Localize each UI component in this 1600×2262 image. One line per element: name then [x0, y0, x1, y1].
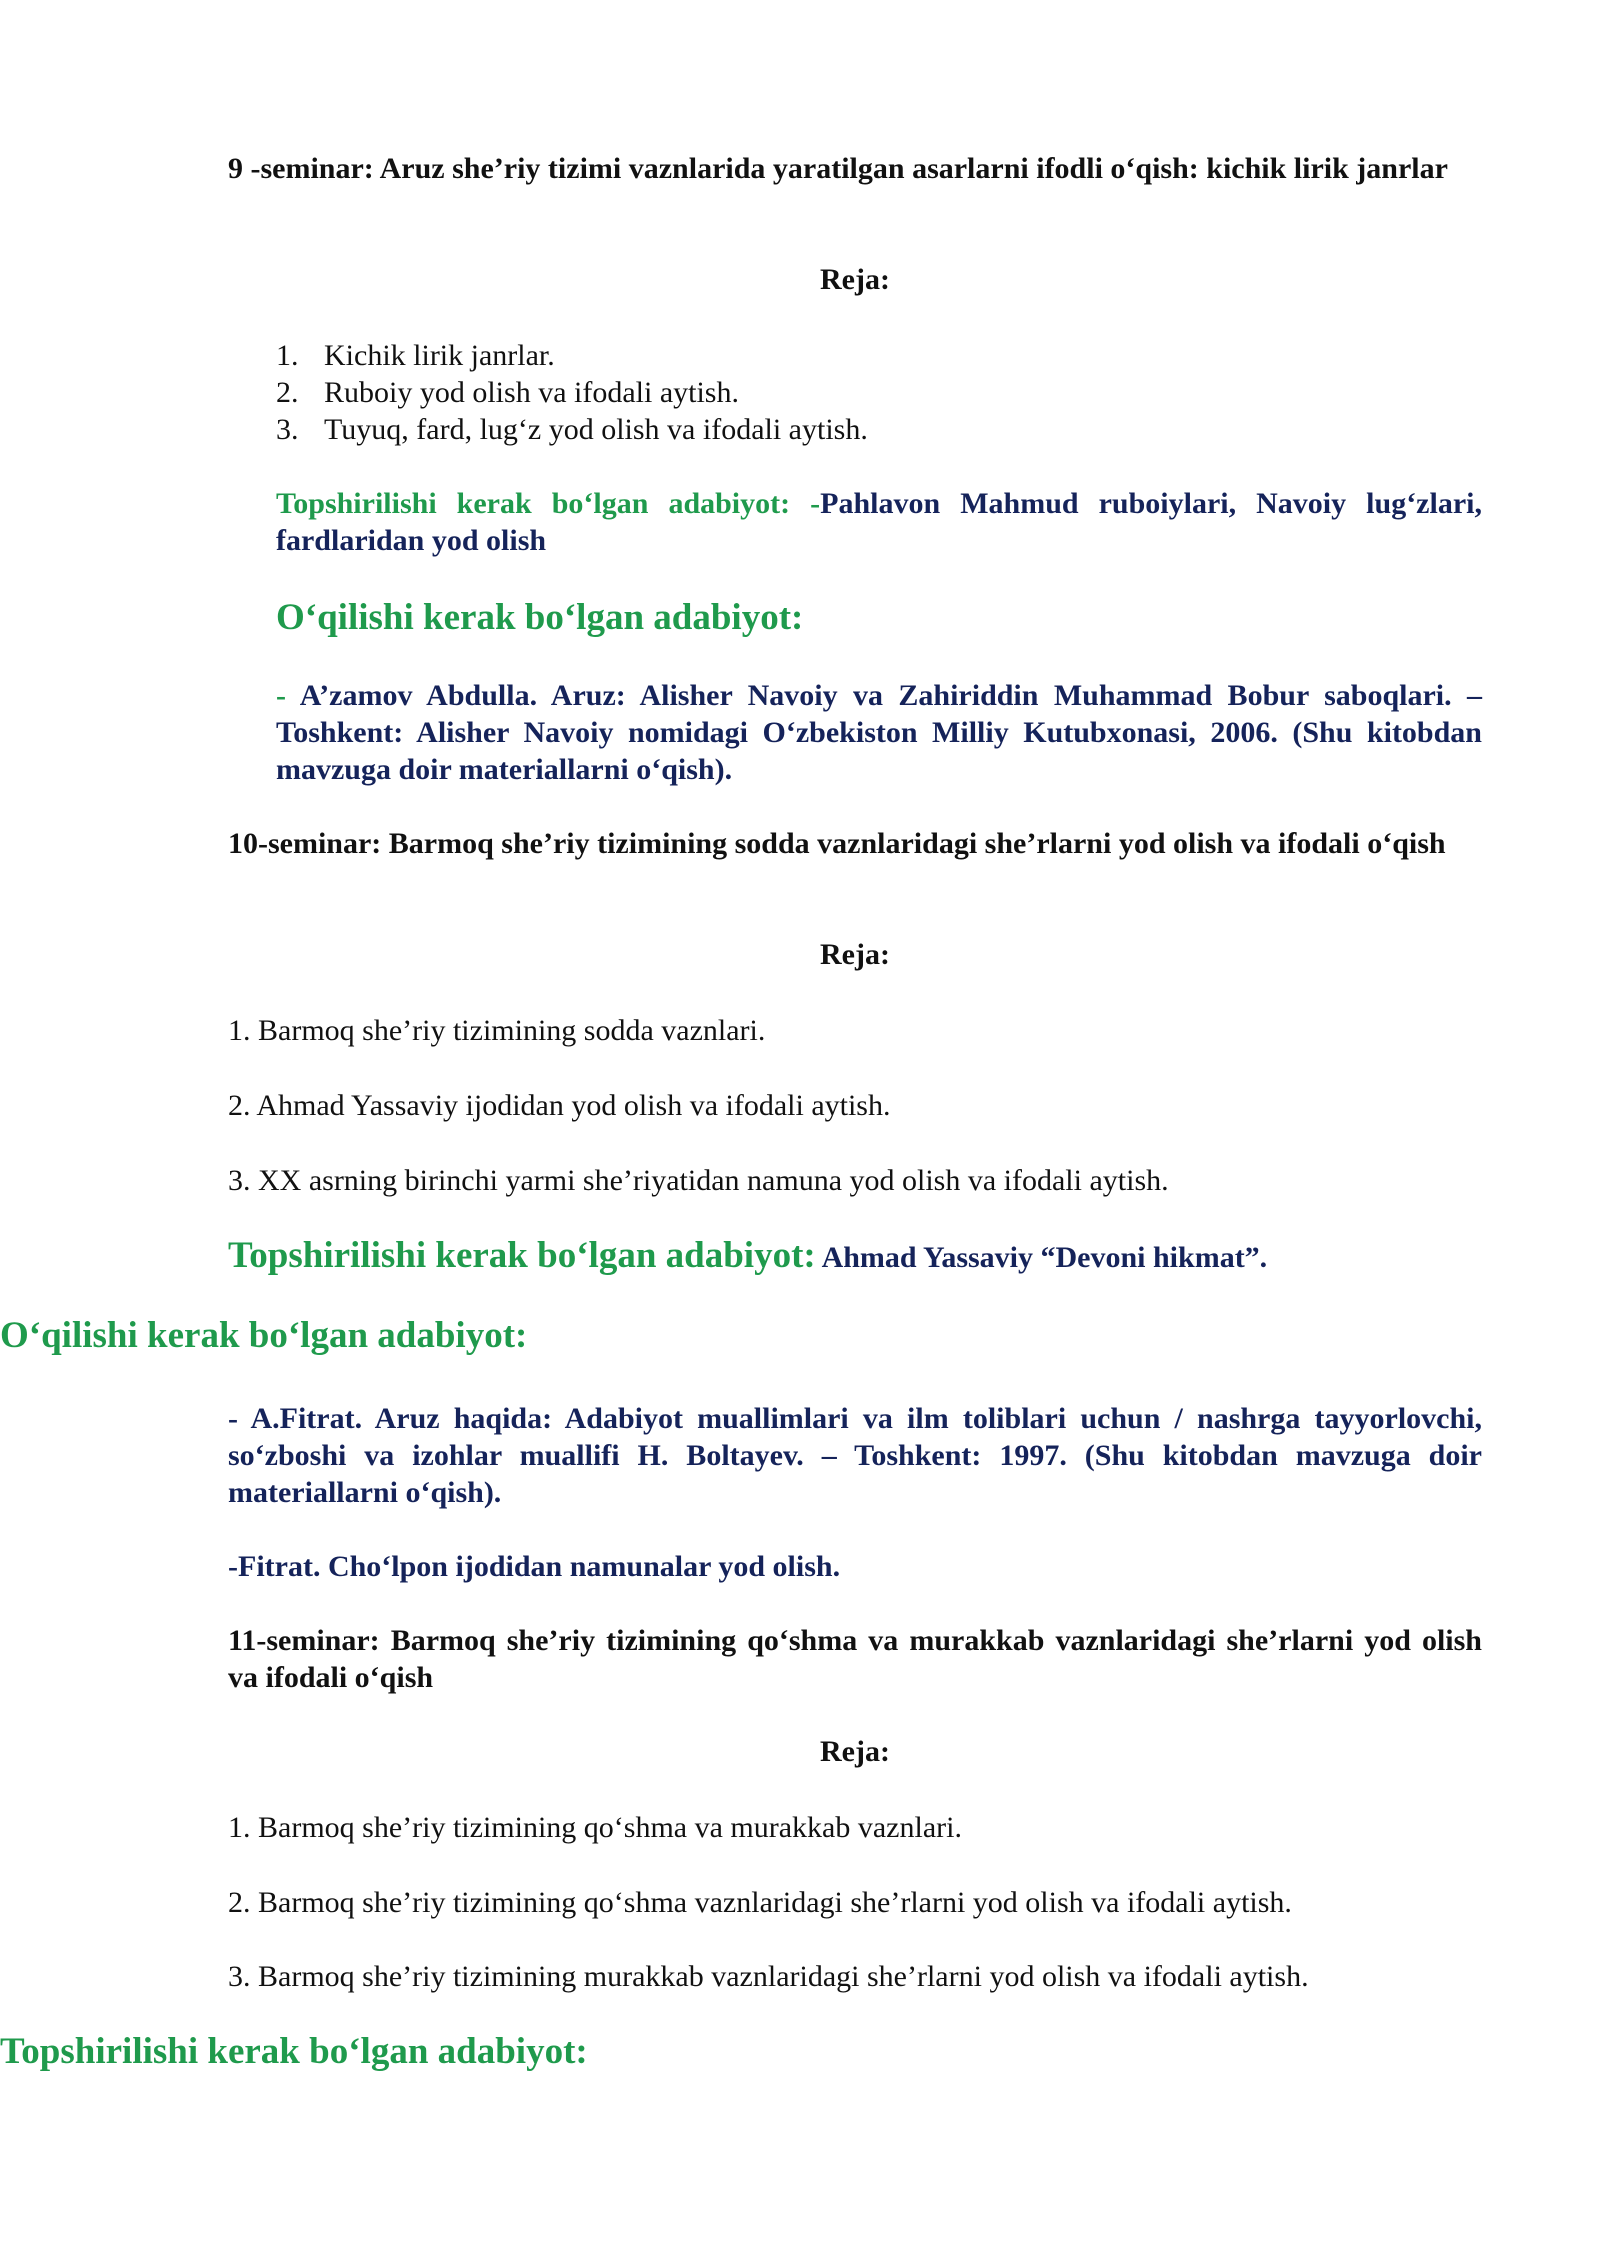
seminar-10-plan-label: Reja:: [820, 938, 890, 971]
seminar-10-assign: [228, 1232, 1482, 1287]
seminar-9-assign-text: Pahlavon Mahmud ruboiylari, Navoiy lug‘zlari, fardlaridan yod olish: [276, 487, 1482, 557]
seminar-10-read-text-2: -Fitrat. Cho‘lpon ijodidan namunalar yod olish.: [228, 1550, 841, 1583]
seminar-10-assign-label: Topshirilishi kerak bo‘lgan adabiyot:: [228, 1235, 816, 1276]
seminar-11-title: 11-seminar: Barmoq she’riy tizimining qo‘shma va murakkab vaznlaridagi she’rlarni yod olish va ifodali o‘qish: [228, 1624, 1482, 1694]
seminar-9-read-dash: -: [276, 679, 300, 712]
seminar-10-plan-item: 3. XX asrning birinchi yarmi she’riyatidan namuna yod olish va ifodali aytish.: [228, 1164, 1169, 1197]
plan-item: 1. Kichik lirik janrlar.: [276, 339, 555, 372]
plan-item: 3. Tuyuq, fard, lug‘z yod olish va ifodali aytish.: [276, 413, 868, 446]
plan-item: 2. Ruboiy yod olish va ifodali aytish.: [276, 376, 739, 409]
seminar-10-read-text: - A.Fitrat. Aruz haqida: Adabiyot muallimlari va ilm toliblari uchun / nashrga tayyorlovchi, so‘zboshi va izohlar muallifi H. Boltayev. – Toshkent: 1997. (Shu kitobdan mavzuga doir materiallarni o‘qish).: [228, 1402, 1482, 1509]
seminar-9-read: [276, 677, 1482, 788]
seminar-10-assign-text: Ahmad Yassaviy “Devoni hikmat”.: [815, 1241, 1268, 1274]
seminar-10-plan-item: 2. Ahmad Yassaviy ijodidan yod olish va ifodali aytish.: [228, 1089, 891, 1122]
seminar-10-read-label: O‘qilishi kerak bo‘lgan adabiyot:: [0, 1315, 528, 1356]
seminar-11-plan-label: Reja:: [820, 1735, 890, 1768]
seminar-9-plan-label: Reja:: [820, 263, 890, 296]
seminar-11-plan-item: 3. Barmoq she’riy tizimining murakkab vaznlaridagi she’rlarni yod olish va ifodali aytish.: [228, 1960, 1309, 1993]
seminar-9-read-label: O‘qilishi kerak bo‘lgan adabiyot:: [276, 597, 804, 638]
seminar-9-assign-label: Topshirilishi kerak bo‘lgan adabiyot: -: [276, 487, 821, 520]
seminar-9-assign: [276, 485, 1482, 559]
seminar-11-plan-item: 1. Barmoq she’riy tizimining qo‘shma va murakkab vaznlari.: [228, 1811, 962, 1844]
seminar-11-plan-item: 2. Barmoq she’riy tizimining qo‘shma vaznlaridagi she’rlarni yod olish va ifodali aytish.: [228, 1886, 1292, 1919]
seminar-9-plan-list: [276, 337, 1476, 448]
seminar-10-plan-item: 1. Barmoq she’riy tizimining sodda vaznlari.: [228, 1014, 766, 1047]
seminar-11-assign-label: Topshirilishi kerak bo‘lgan adabiyot:: [0, 2031, 588, 2072]
seminar-10-title: 10-seminar: Barmoq she’riy tizimining sodda vaznlaridagi she’rlarni yod olish va ifodali o‘qish: [228, 827, 1446, 860]
seminar-9-read-text: A’zamov Abdulla. Aruz: Alisher Navoiy va Zahiriddin Muhammad Bobur saboqlari. – Toshkent: Alisher Navoiy nomidagi O‘zbekiston Milliy Kutubxonasi, 2006. (Shu kitobdan mavzuga doir materiallarni o‘qish).: [276, 679, 1482, 786]
seminar-9-title: 9 -seminar: Aruz she’riy tizimi vaznlarida yaratilgan asarlarni ifodli o‘qish: kichik lirik janrlar: [228, 152, 1448, 185]
